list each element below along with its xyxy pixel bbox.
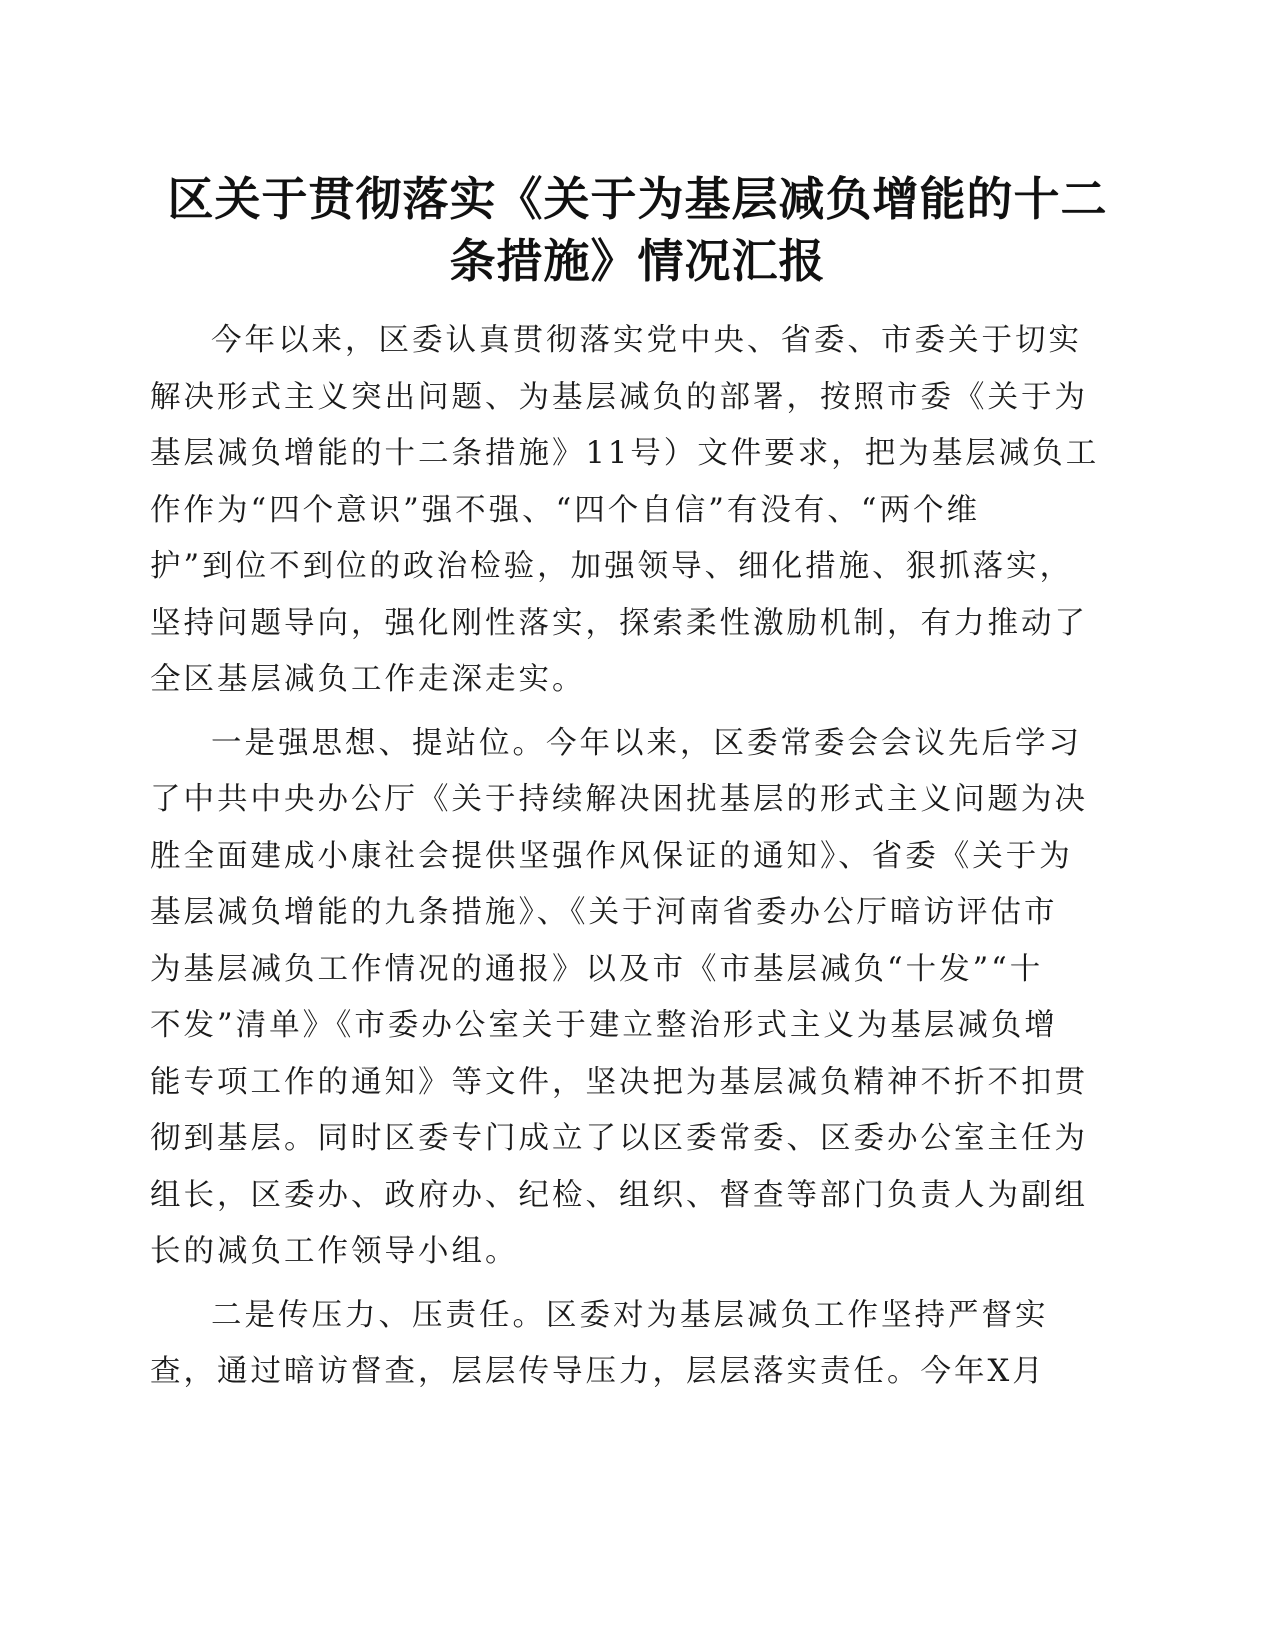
- text-line: 坚持问题导向，强化刚性落实，探索柔性激励机制，有力推动了: [150, 605, 1088, 641]
- document-body: [150, 313, 1100, 1408]
- text-line: 为基层减负工作情况的通报》以及市《市基层减负“十发”“十: [150, 951, 1044, 987]
- text-line: 不发”清单》《市委办公室关于建立整治形式主义为基层减负增: [150, 1008, 1058, 1043]
- text-line: 作作为“四个意识”强不强、“四个自信”有没有、“两个维: [150, 492, 980, 528]
- text-line: 今年以来，区委认真贯彻落实党中央、省委、市委关于切实: [211, 323, 1082, 358]
- title-line: 区关于贯彻落实《关于为基层减负增能的十二: [167, 172, 1108, 226]
- text-line: 二是传压力、压责任。区委对为基层减负工作坚持严督实: [211, 1297, 1049, 1333]
- text-line: 一是强思想、提站位。今年以来，区委常委会会议先后学习: [211, 725, 1082, 761]
- text-line: 能专项工作的通知》等文件，坚决把为基层减负精神不折不扣贯: [150, 1064, 1088, 1100]
- paragraph-point-one: [150, 716, 1088, 1281]
- text-line: 组长，区委办、政府办、纪检、组织、督查等部门负责人为副组: [150, 1177, 1088, 1213]
- document-title: [150, 168, 1125, 292]
- paragraph-intro: [150, 313, 1100, 709]
- text-line: 基层减负增能的九条措施》、《关于河南省委办公厅暗访评估市: [150, 895, 1058, 930]
- text-line: 解决形式主义突出问题、为基层减负的部署，按照市委《关于为: [150, 379, 1088, 415]
- text-line: 查，通过暗访督查，层层传导压力，层层落实责任。今年X月: [150, 1354, 1046, 1389]
- text-line: 胜全面建成小康社会提供坚强作风保证的通知》、省委《关于为: [150, 838, 1073, 874]
- text-line: 彻到基层。同时区委专门成立了以区委常委、区委办公室主任为: [150, 1121, 1088, 1156]
- title-line: 条措施》情况汇报: [449, 234, 826, 288]
- text-line: 长的减负工作领导小组。: [150, 1234, 519, 1269]
- text-line: 护”到位不到位的政治检验，加强领导、细化措施、狠抓落实，: [150, 549, 1074, 584]
- paragraph-point-two: [150, 1288, 1080, 1401]
- text-line: 全区基层减负工作走深走实。: [150, 662, 586, 697]
- text-line: 了中共中央办公厅《关于持续解决困扰基层的形式主义问题为决: [150, 782, 1088, 817]
- text-line: 基层减负增能的十二条措施》11号）文件要求，把为基层减负工: [150, 436, 1100, 471]
